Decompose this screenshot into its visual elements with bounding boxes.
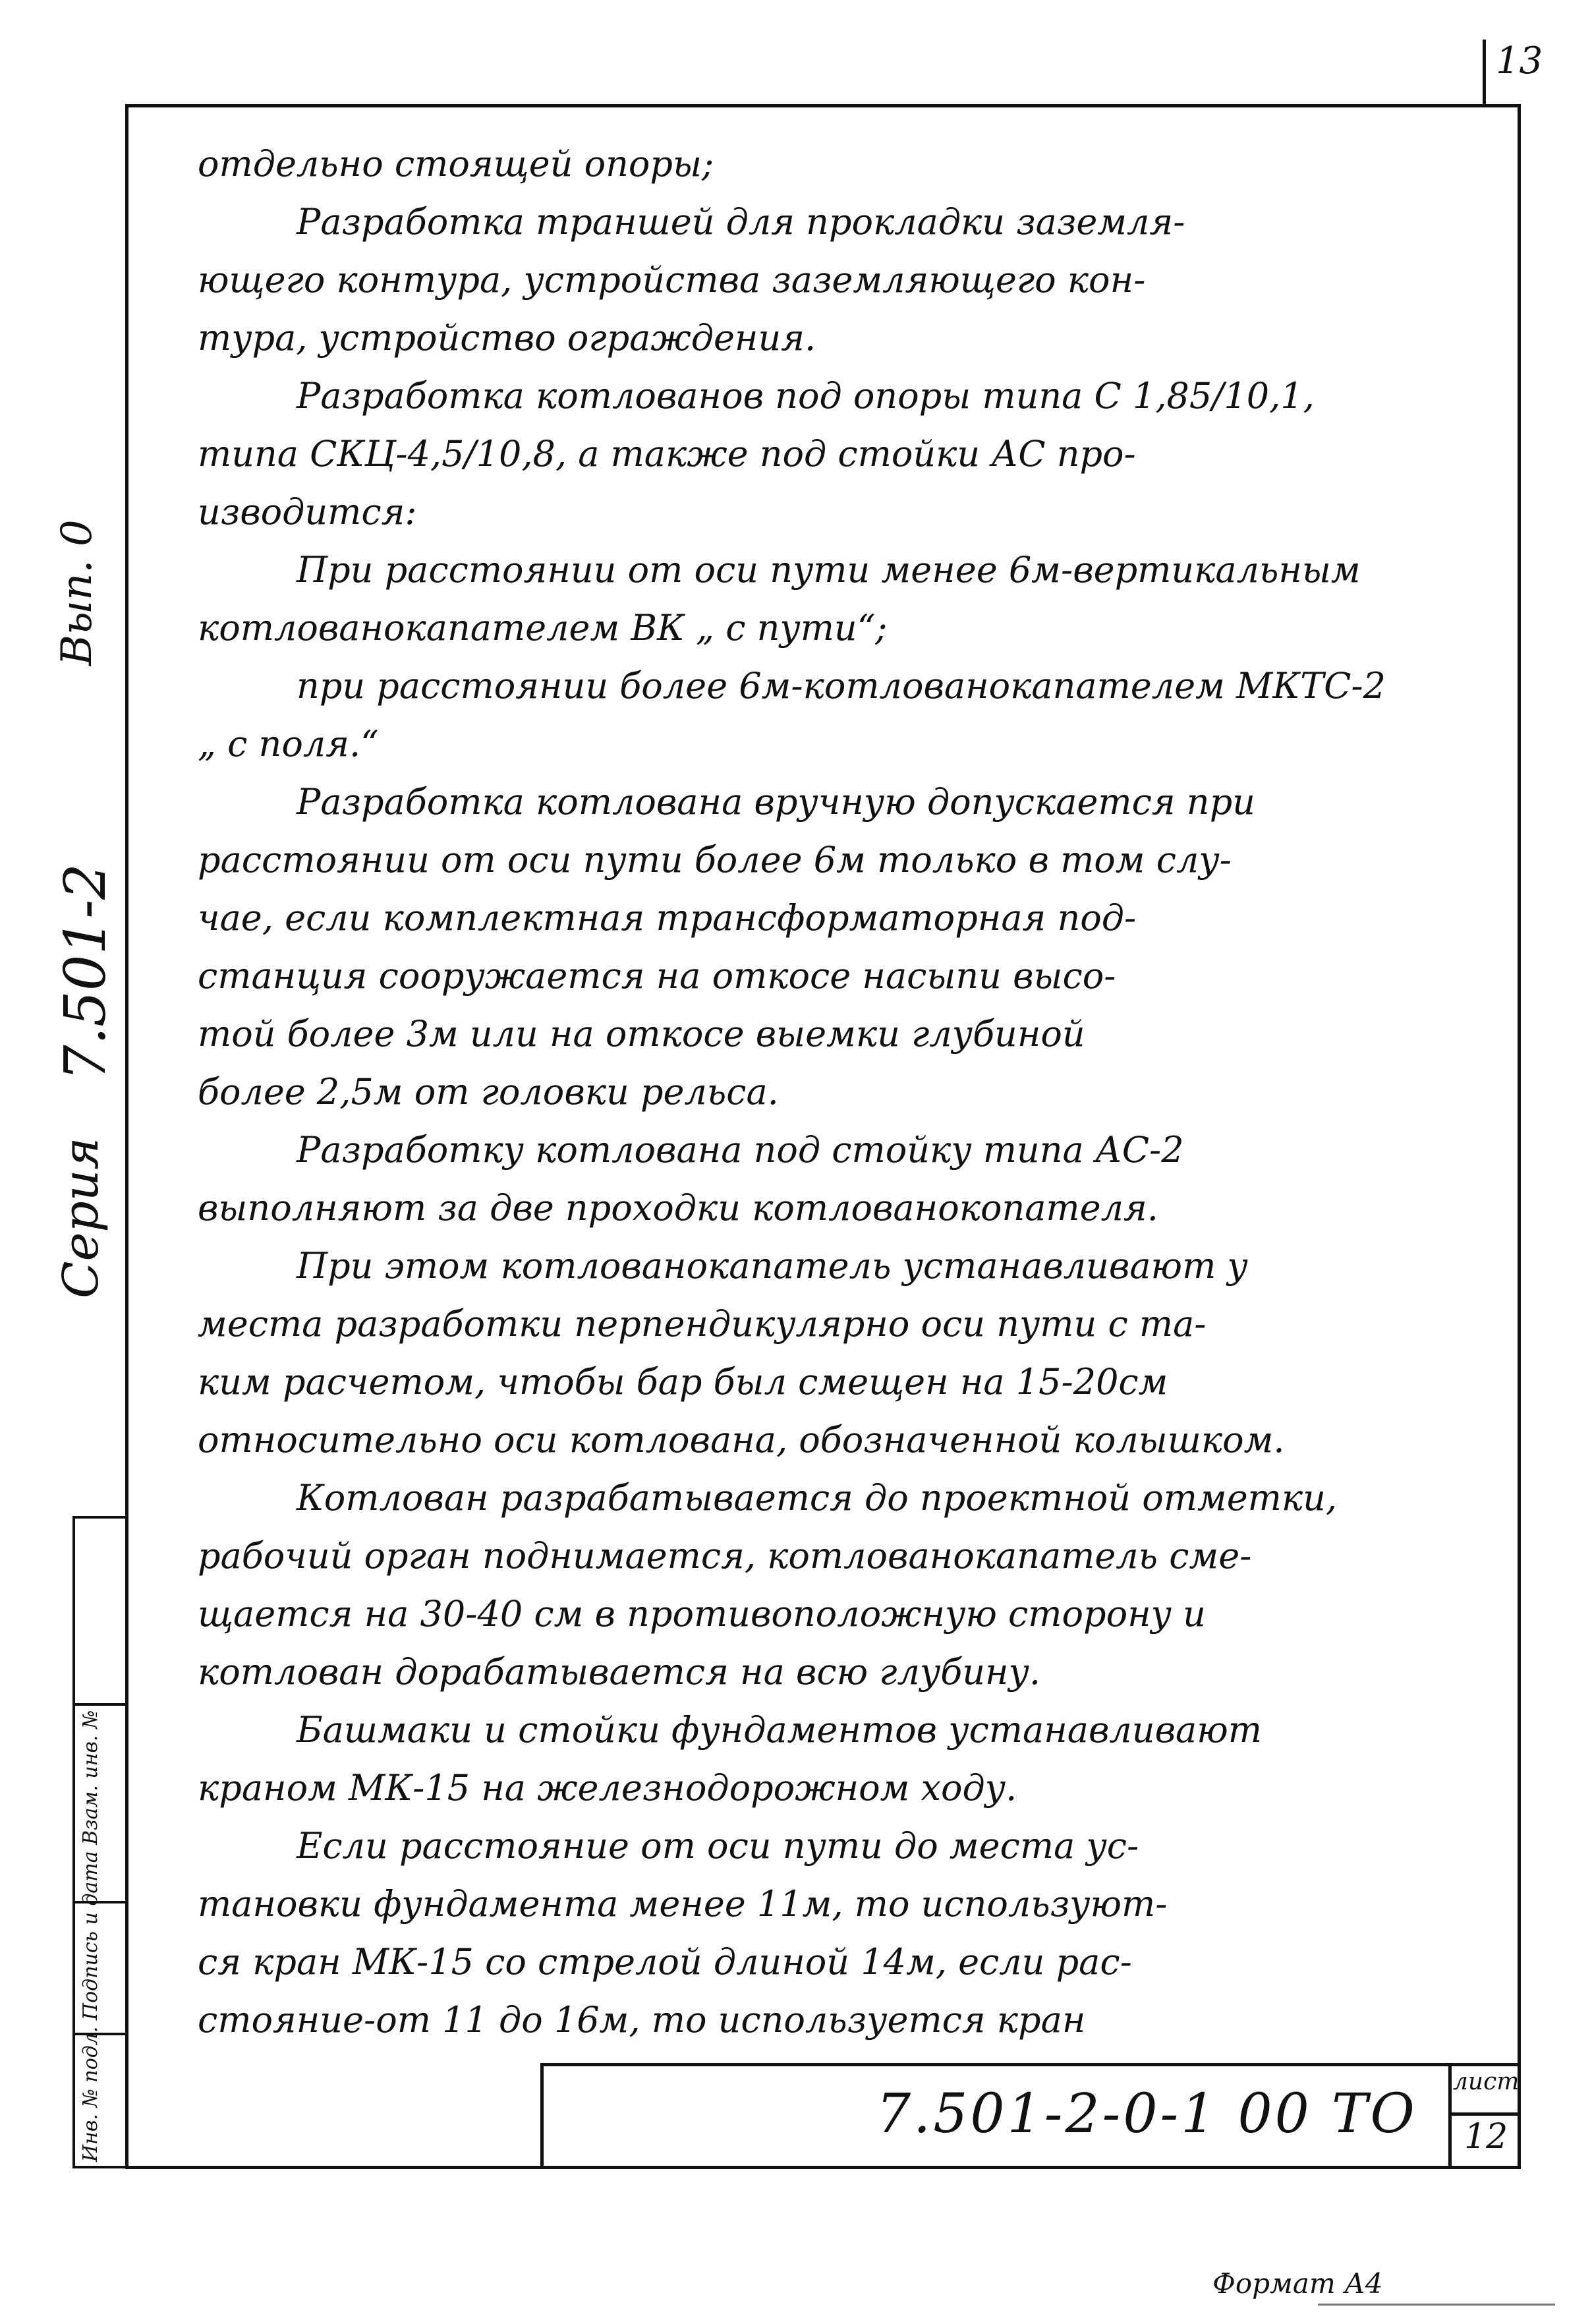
text-line: изводится: — [198, 491, 417, 533]
text-line: типа СКЦ-4,5/10,8, а также под стойки АС про- — [198, 433, 1136, 475]
sheet-divider — [1448, 2112, 1521, 2116]
sheet-label: лист — [1453, 2068, 1520, 2095]
text-line: расстоянии от оси пути более 6м только в том слу- — [198, 839, 1232, 881]
text-line: чае, если комплектная трансформаторная под- — [198, 897, 1137, 939]
text-line: „ с поля.“ — [198, 723, 379, 765]
text-line: станция сооружается на откосе насыпи высо- — [198, 955, 1116, 997]
text-line: щается на 30-40 см в противоположную сторону и — [198, 1593, 1206, 1635]
sheet-number: 12 — [1464, 2117, 1508, 2157]
text-line: котлованокапателем ВК „ с пути“; — [198, 607, 888, 649]
text-line: ющего контура, устройства заземляющего кон- — [198, 259, 1146, 301]
text-line: стояние-от 11 до 16м, то используется кран — [198, 1999, 1086, 2041]
corner-tick — [1483, 40, 1486, 105]
format-label: Формат А4 — [1212, 2267, 1383, 2300]
document-code: 7.501-2-0-1 00 ТО — [876, 2083, 1417, 2145]
format-underline — [1318, 2304, 1555, 2306]
text-line: Разработка котлованов под опоры типа С 1,85/10,1, — [297, 375, 1315, 417]
body-text — [198, 135, 1502, 2049]
text-line: выполняют за две проходки котлованокопателя. — [198, 1187, 1158, 1229]
text-line: той более 3м или на откосе выемки глубиной — [198, 1013, 1085, 1055]
text-line: отдельно стоящей опоры; — [198, 143, 714, 185]
text-line: тура, устройство ограждения. — [198, 317, 816, 359]
text-line: Котлован разрабатывается до проектной отметки, — [297, 1477, 1338, 1519]
text-line: рабочий орган поднимается, котлованокапатель сме- — [198, 1535, 1252, 1577]
stamp-divider — [75, 1703, 128, 1706]
text-line: Если расстояние от оси пути до места ус- — [297, 1825, 1139, 1867]
page-corner-number: 13 — [1496, 40, 1543, 82]
text-line: более 2,5м от головки рельса. — [198, 1071, 779, 1113]
side-label-series: Серия — [53, 1137, 109, 1298]
text-line: Башмаки и стойки фундаментов устанавливают — [297, 1709, 1262, 1751]
text-line: тановки фундамента менее 11м, то используют- — [198, 1883, 1168, 1925]
stamp-text: Инв. № подл. Подпись и дата Взам. инв. № — [79, 1710, 102, 2162]
text-line: ким расчетом, чтобы бар был смещен на 15-20см — [198, 1361, 1168, 1403]
side-label-series-number: 7.501-2 — [53, 863, 119, 1081]
side-label-release: Вып. 0 — [53, 519, 101, 666]
text-line: относительно оси котлована, обозначенной колышком. — [198, 1419, 1285, 1461]
text-line: места разработки перпендикулярно оси пути с та- — [198, 1303, 1207, 1345]
text-line: при расстоянии более 6м-котлованокапателем МКТС-2 — [297, 665, 1386, 707]
text-line: ся кран МК-15 со стрелой длиной 14м, если рас- — [198, 1941, 1132, 1983]
text-line: При расстоянии от оси пути менее 6м-вертикальным — [297, 549, 1361, 591]
text-line: Разработка котлована вручную допускается при — [297, 781, 1255, 823]
text-line: Разработку котлована под стойку типа АС-2 — [297, 1129, 1184, 1171]
text-line: краном МК-15 на железнодорожном ходу. — [198, 1767, 1017, 1809]
text-line: котлован дорабатывается на всю глубину. — [198, 1651, 1041, 1693]
text-line: Разработка траншей для прокладки заземля- — [297, 201, 1185, 243]
text-line: При этом котлованокапатель устанавливают у — [297, 1245, 1248, 1287]
